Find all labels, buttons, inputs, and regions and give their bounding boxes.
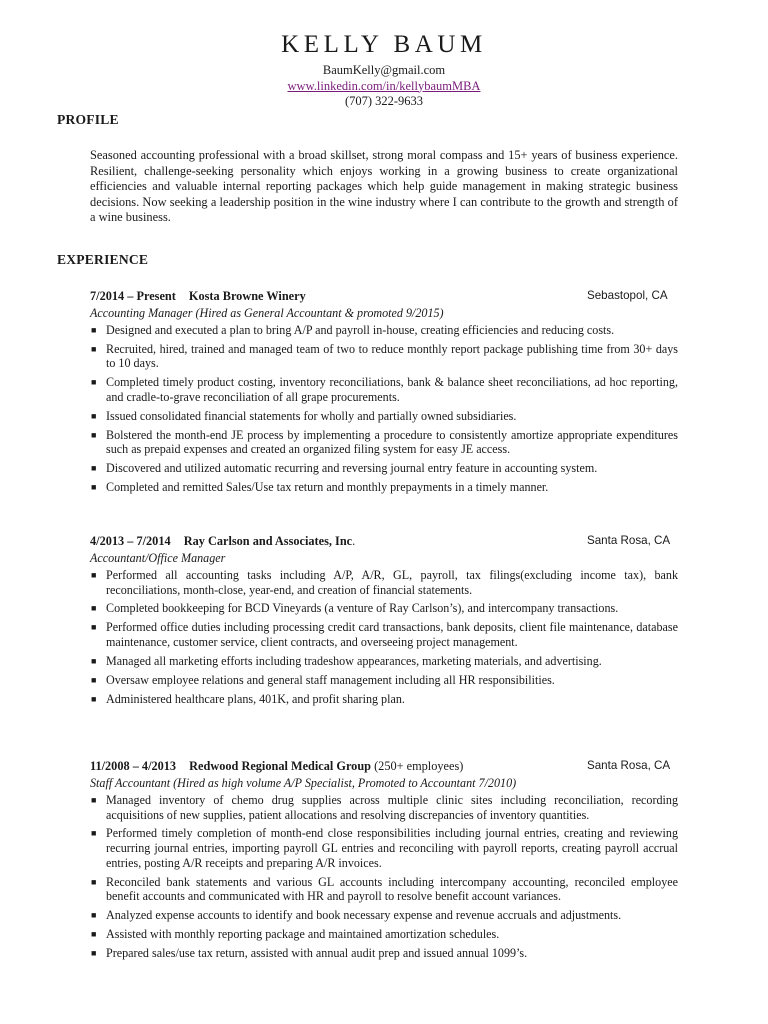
linkedin-link[interactable]: www.linkedin.com/in/kellybaumMBA — [287, 78, 481, 93]
list-item — [90, 323, 678, 338]
bullet-text: Prepared sales/use tax return, assisted with annual audit prep and issued annual 1099’s. — [106, 945, 528, 960]
bullet-text: Bolstered the month-end JE process by implementing a procedure to consistently amortize appropriate expenditures such as prepaid expenses and created an organized filing system for easy JE access. — [106, 427, 678, 457]
bullet-icon: ■ — [91, 693, 97, 704]
phone-text: (707) 322-9633 — [344, 94, 424, 108]
job-bullets — [90, 568, 678, 706]
bullet-icon: ■ — [91, 795, 97, 805]
job-bullets — [90, 323, 678, 495]
bullet-text: Performed office duties including processing credit card transactions, bank deposits, client file maintenance, database maintenance, customer service, client contracts, and overseeing project management. — [106, 620, 678, 649]
job-bullets — [90, 793, 678, 960]
profile-heading: PROFILE — [57, 112, 119, 127]
bullet-icon: ■ — [91, 622, 97, 633]
bullet-icon: ■ — [91, 343, 97, 354]
job-entry-kosta-browne — [90, 289, 678, 499]
job-dates: 11/2008 – 4/2013 — [90, 759, 177, 773]
list-item — [90, 342, 678, 371]
bullet-icon: ■ — [91, 377, 97, 388]
list-item — [90, 654, 678, 669]
job-role: Accounting Manager (Hired as General Accountant & promoted 9/2015) — [90, 306, 444, 320]
bullet-text: Analyzed expense accounts to identify and book necessary expense and revenue accruals and adjustments. — [106, 908, 622, 923]
bullet-text: Completed bookkeeping for BCD Vineyards (a venture of Ray Carlson’s), and intercompany transactions. — [106, 601, 619, 616]
list-item — [90, 692, 678, 707]
bullet-text: Performed all accounting tasks including A/P, A/R, GL, payroll, tax filings(excluding income tax), bank reconciliations, month-close, year-end, and creation of financial statements. — [106, 568, 678, 597]
bullet-text: Performed timely completion of month-end close responsibilities including journal entries, creating and reviewing recurring journal entries, importing payroll GL entries and reconciling with payroll reports, creating payroll accrual entries, posting A/R receipts and preparing A/R invoices. — [106, 826, 678, 870]
experience-heading: EXPERIENCE — [57, 252, 149, 267]
job-entry-ray-carlson — [90, 534, 678, 711]
bullet-icon: ■ — [91, 828, 97, 839]
job-role: Accountant/Office Manager — [90, 551, 226, 565]
list-item — [90, 428, 678, 457]
bullet-text: Designed and executed a plan to bring A/P and payroll in-house, creating efficiencies and reducing costs. — [106, 323, 615, 337]
bullet-icon: ■ — [91, 570, 97, 580]
bullet-text: Reconciled bank statements and various GL accounts including intercompany accounting, reconciled employee benefit accounts and communicated with HR and payroll to resolve benefit account variances. — [106, 874, 678, 904]
list-item — [90, 946, 678, 961]
email-text: BaumKelly@gmail.com — [322, 63, 446, 77]
bullet-text: Completed timely product costing, inventory reconciliations, bank & balance sheet reconciliations, ad hoc reporting, and cradle-to-grave reconciliation of all grape procurements. — [106, 375, 678, 404]
bullet-text: Oversaw employee relations and general staff management including all HR responsibilities. — [106, 672, 555, 687]
contact-block — [0, 63, 768, 110]
bullet-icon: ■ — [91, 876, 97, 887]
job-dates: 7/2014 – Present — [90, 289, 176, 303]
list-item — [90, 927, 678, 942]
bullet-text: Administered healthcare plans, 401K, and profit sharing plan. — [106, 691, 405, 706]
bullet-text: Managed all marketing efforts including tradeshow appearances, marketing materials, and advertising. — [106, 653, 602, 668]
bullet-icon: ■ — [91, 928, 97, 939]
bullet-icon: ■ — [91, 463, 97, 474]
bullet-icon: ■ — [91, 674, 97, 685]
bullet-icon: ■ — [91, 429, 97, 440]
candidate-name: KELLY BAUM — [281, 31, 487, 58]
bullet-text: Managed inventory of chemo drug supplies across multiple clinic sites including reconciliation, recording acquisitions of new supplies, patient allocations and resolving discrepancies of inventory quantities. — [106, 793, 678, 822]
bullet-icon: ■ — [91, 947, 97, 958]
bullet-icon: ■ — [91, 482, 97, 493]
bullet-text: Completed and remitted Sales/Use tax return and monthly prepayments in a timely manner. — [106, 480, 549, 495]
list-item — [90, 480, 678, 495]
bullet-text: Issued consolidated financial statements for wholly and partially owned subsidiaries. — [106, 408, 517, 423]
profile-summary: Seasoned accounting professional with a broad skillset, strong moral compass and 15+ years of business experience. Resilient, challenge-seeking personality which enjoys working in a growing business to create organizational efficiencies and valuable internal reporting packages which help guide management in making strategic business decisions. Now seeking a leadership position in the wine industry where I can contribute to the growth and strength of a wine business. — [90, 148, 678, 225]
resume-header — [0, 30, 768, 110]
bullet-text: Recruited, hired, trained and managed team of two to reduce monthly report package publishing time from 30+ days to 10 days. — [106, 341, 678, 371]
bullet-icon: ■ — [91, 410, 97, 421]
bullet-icon: ■ — [91, 603, 97, 614]
job-header — [90, 534, 678, 550]
bullet-icon: ■ — [91, 325, 97, 335]
job-role: Staff Accountant (Hired as high volume A/P Specialist, Promoted to Accountant 7/2010) — [90, 776, 517, 790]
bullet-text: Assisted with monthly reporting package and maintained amortization schedules. — [106, 926, 500, 941]
bullet-text: Discovered and utilized automatic recurring and reversing journal entry feature in accounting system. — [106, 461, 598, 476]
list-item — [90, 673, 678, 688]
list-item — [90, 620, 678, 649]
job-dates: 4/2013 – 7/2014 — [90, 534, 171, 548]
list-item — [90, 875, 678, 904]
list-item — [90, 793, 678, 822]
job-location: Sebastopol, CA — [587, 289, 668, 302]
list-item — [90, 409, 678, 424]
job-header — [90, 759, 678, 775]
bullet-icon: ■ — [91, 910, 97, 921]
job-entry-redwood-regional — [90, 759, 678, 965]
job-company: Kosta Browne Winery — [188, 289, 306, 303]
bullet-icon: ■ — [91, 655, 97, 666]
list-item — [90, 601, 678, 616]
list-item — [90, 568, 678, 597]
list-item — [90, 461, 678, 476]
job-location: Santa Rosa, CA — [587, 759, 671, 772]
list-item — [90, 375, 678, 404]
job-header — [90, 289, 678, 305]
list-item — [90, 826, 678, 870]
list-item — [90, 908, 678, 923]
job-company-extra: . — [352, 534, 356, 548]
job-company-extra: (250+ employees) — [371, 759, 464, 773]
job-company: Redwood Regional Medical Group — [189, 759, 372, 773]
job-location: Santa Rosa, CA — [587, 534, 671, 547]
job-company: Ray Carlson and Associates, Inc — [183, 534, 353, 548]
